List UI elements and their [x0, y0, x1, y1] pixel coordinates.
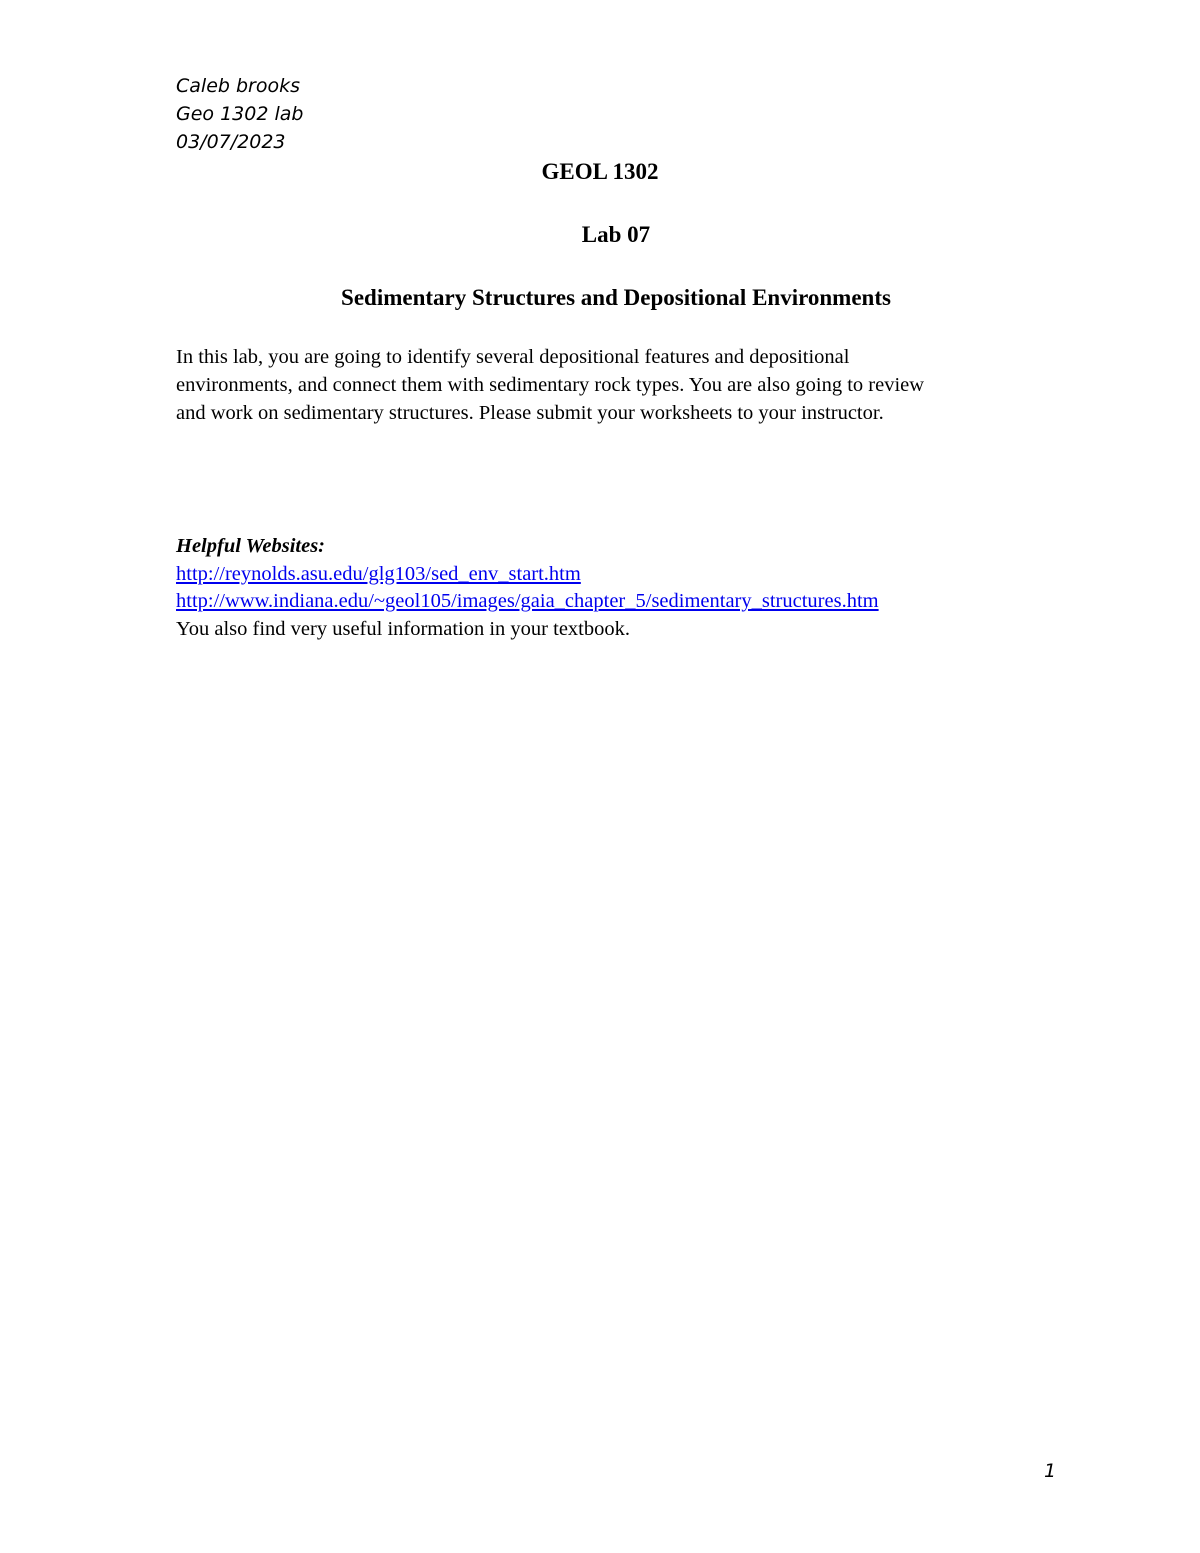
- indiana-link[interactable]: http://www.indiana.edu/~geol105/images/gaia_chapter_5/sedimentary_structures.htm: [176, 590, 879, 612]
- intro-line: and work on sedimentary structures. Please submit your worksheets to your instructor.: [176, 402, 884, 424]
- intro-line: In this lab, you are going to identify several depositional features and depositional: [176, 346, 850, 368]
- helpful-websites-section: [176, 533, 879, 643]
- reynolds-link[interactable]: http://reynolds.asu.edu/glg103/sed_env_start.htm: [176, 562, 581, 585]
- course-name: Geo 1302 lab: [176, 103, 304, 125]
- intro-line: environments, and connect them with sedimentary rock types. You are also going to review: [176, 374, 925, 396]
- websites-heading: Helpful Websites:: [176, 535, 325, 557]
- submission-date: 03/07/2023: [176, 131, 286, 153]
- textbook-note: You also find very useful information in your textbook.: [176, 617, 630, 640]
- student-header: [176, 72, 303, 156]
- section-title: Sedimentary Structures and Depositional Environments: [341, 285, 891, 310]
- student-name: Caleb brooks: [176, 75, 301, 97]
- page-number: 1: [1044, 1460, 1057, 1482]
- intro-paragraph: [176, 343, 1056, 427]
- lab-title: Lab 07: [581, 222, 651, 247]
- course-title: GEOL 1302: [541, 159, 659, 184]
